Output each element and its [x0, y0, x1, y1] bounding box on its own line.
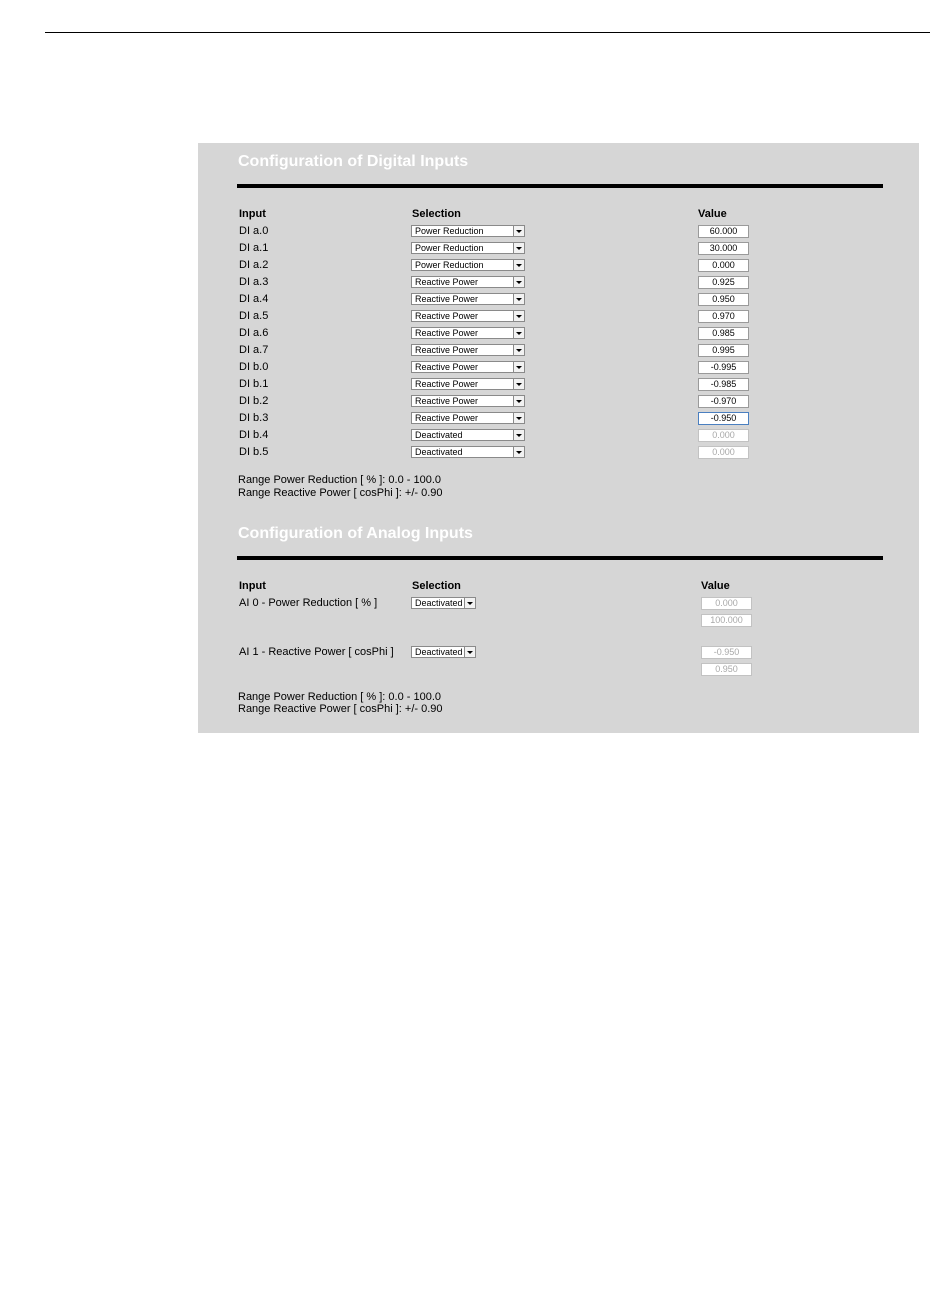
- digital-row-label: DI b.4: [239, 429, 269, 441]
- analog-0-value-min[interactable]: 0.000: [701, 597, 752, 610]
- analog-1-selection-dropdown[interactable]: [411, 646, 476, 658]
- digital-row-label: DI a.3: [239, 276, 269, 288]
- digital-row-value-input[interactable]: 0.950: [698, 293, 749, 306]
- digital-header-value: Value: [698, 208, 727, 220]
- digital-row-value-input[interactable]: 0.925: [698, 276, 749, 289]
- digital-row-value-input[interactable]: 0.970: [698, 310, 749, 323]
- selection-value: Deactivated: [415, 430, 463, 440]
- digital-row-selection-dropdown[interactable]: [411, 412, 525, 424]
- digital-row-value-input[interactable]: -0.950: [698, 412, 749, 425]
- digital-row-value-input[interactable]: 0.000: [698, 259, 749, 272]
- analog-row-label: AI 0 - Power Reduction [ % ]: [239, 597, 378, 609]
- selection-value: Reactive Power: [415, 379, 479, 389]
- digital-inputs-title: Configuration of Digital Inputs: [238, 153, 469, 170]
- chevron-down-icon[interactable]: [513, 260, 524, 270]
- selection-value: Deactivated: [415, 647, 463, 657]
- digital-row-value-input[interactable]: 0.985: [698, 327, 749, 340]
- digital-row-selection-dropdown[interactable]: [411, 446, 525, 458]
- selection-value: Reactive Power: [415, 277, 479, 287]
- config-panel: [198, 143, 919, 733]
- digital-row-selection-dropdown[interactable]: [411, 429, 525, 441]
- digital-row-value-input[interactable]: 30.000: [698, 242, 749, 255]
- digital-range-reactive-note: Range Reactive Power [ cosPhi ]: +/- 0.90: [238, 487, 443, 499]
- digital-row-selection-dropdown[interactable]: [411, 276, 525, 288]
- selection-value: Deactivated: [415, 447, 463, 457]
- selection-value: Deactivated: [415, 598, 463, 608]
- chevron-down-icon[interactable]: [513, 447, 524, 457]
- digital-header-selection: Selection: [412, 208, 461, 220]
- digital-row-value-input[interactable]: -0.970: [698, 395, 749, 408]
- chevron-down-icon[interactable]: [513, 379, 524, 389]
- chevron-down-icon[interactable]: [513, 396, 524, 406]
- digital-row-label: DI b.5: [239, 446, 269, 458]
- selection-value: Reactive Power: [415, 328, 479, 338]
- chevron-down-icon[interactable]: [513, 362, 524, 372]
- chevron-down-icon[interactable]: [464, 647, 475, 657]
- digital-row-selection-dropdown[interactable]: [411, 344, 525, 356]
- digital-row-label: DI a.2: [239, 259, 269, 271]
- analog-section-rule: [237, 556, 883, 560]
- analog-1-value-min[interactable]: -0.950: [701, 646, 752, 659]
- digital-row-value-input[interactable]: -0.995: [698, 361, 749, 374]
- digital-row-selection-dropdown[interactable]: [411, 310, 525, 322]
- chevron-down-icon[interactable]: [513, 294, 524, 304]
- digital-row-value-input[interactable]: 60.000: [698, 225, 749, 238]
- selection-value: Power Reduction: [415, 226, 484, 236]
- chevron-down-icon[interactable]: [464, 598, 475, 608]
- chevron-down-icon[interactable]: [513, 277, 524, 287]
- analog-row-label: AI 1 - Reactive Power [ cosPhi ]: [239, 646, 394, 658]
- digital-row-value-input[interactable]: 0.000: [698, 429, 749, 442]
- digital-row-selection-dropdown[interactable]: [411, 361, 525, 373]
- selection-value: Power Reduction: [415, 260, 484, 270]
- selection-value: Reactive Power: [415, 294, 479, 304]
- digital-row-value-input[interactable]: 0.995: [698, 344, 749, 357]
- selection-value: Reactive Power: [415, 311, 479, 321]
- selection-value: Reactive Power: [415, 345, 479, 355]
- header-rule: [45, 32, 930, 33]
- analog-range-reactive-note: Range Reactive Power [ cosPhi ]: +/- 0.90: [238, 703, 443, 715]
- selection-value: Reactive Power: [415, 413, 479, 423]
- chevron-down-icon[interactable]: [513, 345, 524, 355]
- digital-row-label: DI b.1: [239, 378, 269, 390]
- digital-row-selection-dropdown[interactable]: [411, 259, 525, 271]
- chevron-down-icon[interactable]: [513, 328, 524, 338]
- analog-header-input: Input: [239, 580, 266, 592]
- digital-row-label: DI a.0: [239, 225, 269, 237]
- chevron-down-icon[interactable]: [513, 226, 524, 236]
- analog-header-value: Value: [701, 580, 730, 592]
- digital-section-rule: [237, 184, 883, 188]
- analog-0-value-max[interactable]: 100.000: [701, 614, 752, 627]
- analog-0-selection-dropdown[interactable]: [411, 597, 476, 609]
- analog-header-selection: Selection: [412, 580, 461, 592]
- digital-row-selection-dropdown[interactable]: [411, 395, 525, 407]
- digital-row-selection-dropdown[interactable]: [411, 293, 525, 305]
- digital-row-label: DI b.3: [239, 412, 269, 424]
- digital-row-selection-dropdown[interactable]: [411, 378, 525, 390]
- digital-row-selection-dropdown[interactable]: [411, 327, 525, 339]
- digital-row-selection-dropdown[interactable]: [411, 225, 525, 237]
- digital-row-label: DI a.1: [239, 242, 269, 254]
- chevron-down-icon[interactable]: [513, 243, 524, 253]
- selection-value: Reactive Power: [415, 362, 479, 372]
- analog-range-power-note: Range Power Reduction [ % ]: 0.0 - 100.0: [238, 691, 442, 703]
- selection-value: Reactive Power: [415, 396, 479, 406]
- digital-row-label: DI b.2: [239, 395, 269, 407]
- analog-1-value-max[interactable]: 0.950: [701, 663, 752, 676]
- chevron-down-icon[interactable]: [513, 430, 524, 440]
- selection-value: Power Reduction: [415, 243, 484, 253]
- digital-header-input: Input: [239, 208, 266, 220]
- digital-row-label: DI a.5: [239, 310, 269, 322]
- digital-row-value-input[interactable]: 0.000: [698, 446, 749, 459]
- digital-row-value-input[interactable]: -0.985: [698, 378, 749, 391]
- digital-range-power-note: Range Power Reduction [ % ]: 0.0 - 100.0: [238, 474, 442, 486]
- chevron-down-icon[interactable]: [513, 311, 524, 321]
- digital-row-selection-dropdown[interactable]: [411, 242, 525, 254]
- digital-row-label: DI b.0: [239, 361, 269, 373]
- digital-row-label: DI a.6: [239, 327, 269, 339]
- digital-row-label: DI a.7: [239, 344, 269, 356]
- chevron-down-icon[interactable]: [513, 413, 524, 423]
- digital-row-label: DI a.4: [239, 293, 269, 305]
- analog-inputs-title: Configuration of Analog Inputs: [238, 525, 473, 542]
